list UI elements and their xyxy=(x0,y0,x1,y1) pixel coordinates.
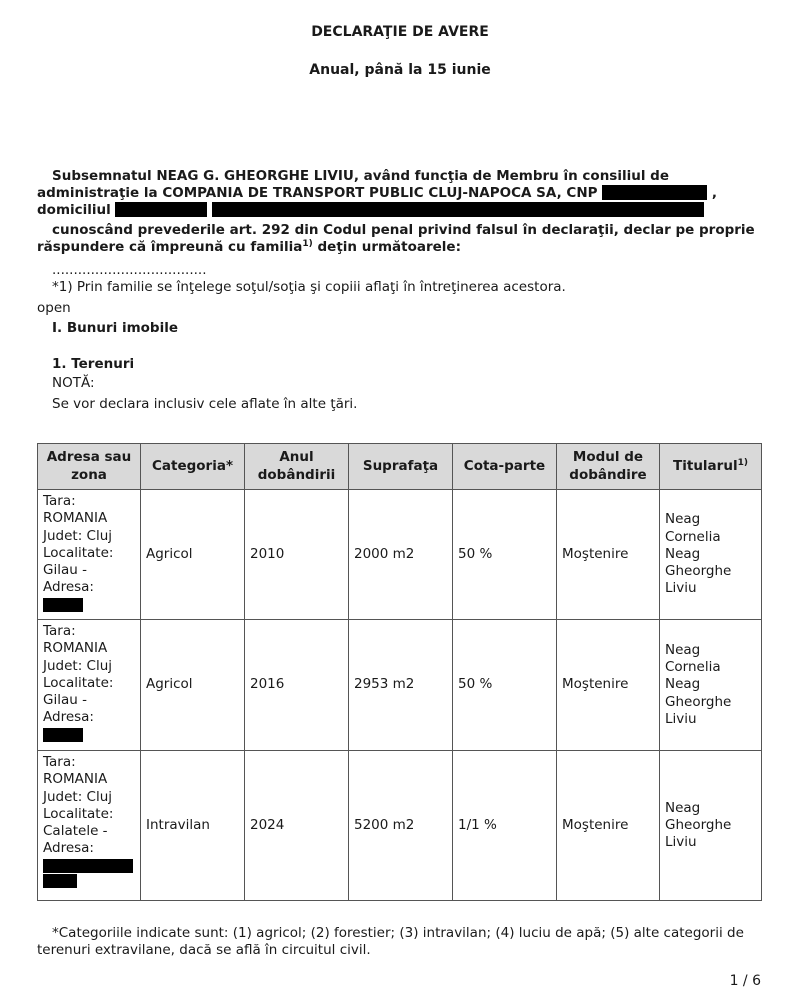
header-cota: Cota-parte xyxy=(453,444,557,490)
header-adresa: Adresa sau zona xyxy=(38,444,141,490)
addr-line: Adresa: xyxy=(43,579,94,596)
table-header-row xyxy=(38,444,762,490)
cell-modul: Moştenire xyxy=(557,620,660,751)
family-footnote: *1) Prin familie se înţelege soţul/soţia şi copiii aflaţi în întreţinerea acestora. xyxy=(52,279,566,295)
redacted-land-address xyxy=(43,598,83,612)
addr-line: Tara: xyxy=(43,493,76,509)
open-label: open xyxy=(37,300,71,316)
redacted-land-address xyxy=(43,859,133,873)
cell-adresa xyxy=(38,490,141,620)
cell-adresa xyxy=(38,751,141,901)
addr-line: Localitate: xyxy=(43,544,114,561)
addr-line: Calatele - xyxy=(43,823,108,840)
cell-categoria: Agricol xyxy=(141,620,245,751)
addr-line: ROMANIA xyxy=(43,640,108,657)
cell-suprafata: 2000 m2 xyxy=(349,490,453,620)
header-titular-sup: 1) xyxy=(737,457,748,468)
declaration-continuation xyxy=(37,222,763,256)
addr-line: Judet: Cluj xyxy=(43,527,113,544)
redacted-land-address xyxy=(43,728,83,742)
header-modul: Modul de dobândire xyxy=(557,444,660,490)
subsection-heading: 1. Terenuri xyxy=(52,356,135,372)
header-anul: Anul dobândirii xyxy=(245,444,349,490)
declaration-part3: cunoscând prevederile art. 292 din Codul penal privind falsul în declaraţii, declar pe proprie răspundere că împreună cu familia xyxy=(37,222,755,255)
declaration-part2: , domiciliul xyxy=(37,185,718,218)
addr-line: Tara: xyxy=(43,754,76,770)
cell-anul: 2016 xyxy=(245,620,349,751)
header-titular-label: Titularul xyxy=(673,457,738,474)
cell-modul: Moştenire xyxy=(557,751,660,901)
cell-categoria: Agricol xyxy=(141,490,245,620)
redacted-cnp xyxy=(602,185,707,200)
header-suprafata: Suprafaţa xyxy=(349,444,453,490)
categories-footnote: *Categoriile indicate sunt: (1) agricol; (2) forestier; (3) intravilan; (4) luciu de apă; (5) alte categorii de terenuri extravilane, dacă se află în circuitul civil. xyxy=(37,925,744,958)
cell-titular: Neag Cornelia Neag Gheorghe Liviu xyxy=(660,490,762,620)
cell-suprafata: 2953 m2 xyxy=(349,620,453,751)
section-heading: I. Bunuri imobile xyxy=(52,320,179,336)
declaration-part4: deţin următoarele: xyxy=(312,239,461,255)
document-title: DECLARAŢIE DE AVERE xyxy=(311,24,489,40)
addr-line: Gilau - xyxy=(43,562,87,579)
dotted-line: .................................... xyxy=(52,262,207,278)
cell-anul: 2024 xyxy=(245,751,349,901)
cell-suprafata: 5200 m2 xyxy=(349,751,453,901)
redacted-address-1 xyxy=(115,202,207,217)
table-row xyxy=(38,620,762,751)
table-row xyxy=(38,490,762,620)
cell-titular: Neag Gheorghe Liviu xyxy=(660,751,762,901)
header-categoria: Categoria* xyxy=(141,444,245,490)
addr-line: Gilau - xyxy=(43,692,87,709)
cell-cota: 50 % xyxy=(453,620,557,751)
addr-line: ROMANIA xyxy=(43,771,108,788)
declaration-part1: Subsemnatul NEAG G. GHEORGHE LIVIU, având funcţia de Membru în consiliul de administraţie la COMPANIA DE TRANSPORT PUBLIC CLUJ-NAPOCA SA, CNP xyxy=(37,168,669,201)
nota-text: Se vor declara inclusiv cele aflate în alte ţări. xyxy=(52,396,358,412)
cell-titular: Neag Cornelia Neag Gheorghe Liviu xyxy=(660,620,762,751)
cell-anul: 2010 xyxy=(245,490,349,620)
nota-label: NOTĂ: xyxy=(52,375,95,391)
addr-line: Judet: Cluj xyxy=(43,657,113,674)
redacted-land-address xyxy=(43,874,77,888)
addr-line: Judet: Cluj xyxy=(43,788,113,805)
redacted-address-2 xyxy=(212,202,704,217)
cell-cota: 1/1 % xyxy=(453,751,557,901)
cell-adresa xyxy=(38,620,141,751)
addr-line: Adresa: xyxy=(43,840,94,857)
table-row xyxy=(38,751,762,901)
page-number: 1 / 6 xyxy=(729,973,761,989)
addr-line: Tara: xyxy=(43,623,76,639)
document-subtitle: Anual, până la 15 iunie xyxy=(309,62,491,78)
declaration-paragraph xyxy=(37,168,763,219)
addr-line: ROMANIA xyxy=(43,510,108,527)
declaration-sup: 1) xyxy=(302,239,313,249)
header-titular xyxy=(660,444,762,490)
cell-modul: Moştenire xyxy=(557,490,660,620)
terenuri-table xyxy=(37,443,762,901)
addr-line: Localitate: xyxy=(43,674,114,691)
cell-cota: 50 % xyxy=(453,490,557,620)
addr-line: Adresa: xyxy=(43,709,94,726)
cell-categoria: Intravilan xyxy=(141,751,245,901)
addr-line: Localitate: xyxy=(43,805,114,822)
